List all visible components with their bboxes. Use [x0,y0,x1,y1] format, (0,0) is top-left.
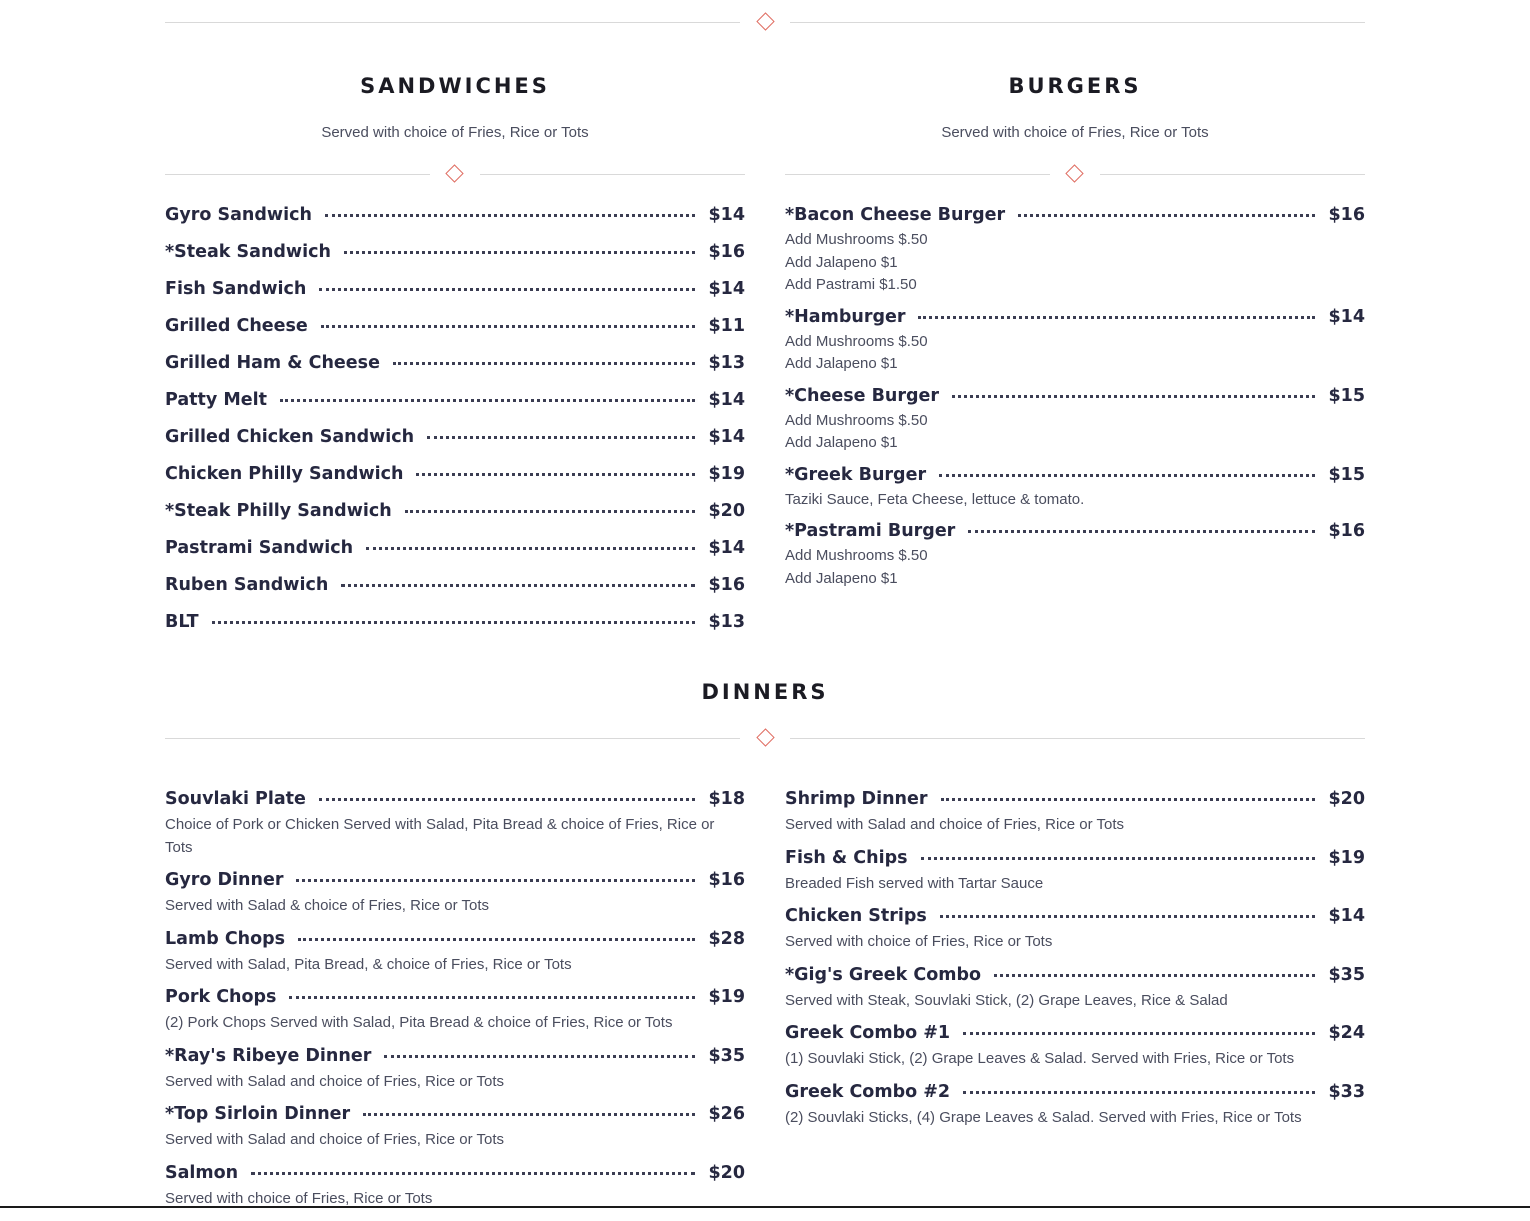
item-desc: Served with choice of Fries, Rice or Tots [165,1189,433,1207]
dot-leader [918,316,1315,319]
item-desc: Breaded Fish served with Tartar Sauce [785,874,1044,892]
dinners-right-list [785,789,1365,1140]
diamond-icon [756,12,774,30]
item-price: $14 [708,390,745,410]
menu-item [785,906,1365,954]
item-price: $26 [708,1104,745,1124]
dot-leader [321,325,696,328]
dot-leader [289,996,695,999]
dot-leader [363,1113,695,1116]
menu-item [165,316,745,340]
item-price: $19 [708,987,745,1007]
menu-item [785,307,1365,376]
item-name: Fish & Chips [785,847,908,868]
item-addon: Add Mushrooms $.50 [785,231,928,248]
item-desc: Served with Steak, Souvlaki Stick, (2) Grape Leaves, Rice & Salad [785,991,1228,1009]
item-name: Chicken Strips [785,906,927,926]
item-desc: Served with Salad and choice of Fries, Rice or Tots [165,1072,505,1090]
item-price: $14 [708,538,745,558]
menu-item [165,205,745,229]
dot-leader [921,857,1316,860]
menu-item [785,1082,1365,1130]
item-price: $16 [708,870,745,890]
dot-leader [1018,214,1315,217]
item-name: Pork Chops [165,987,277,1007]
item-addon: Add Jalapeno $1 [785,569,898,587]
item-price: $35 [708,1045,745,1066]
dot-leader [427,436,695,439]
item-addon: Add Mushrooms $.50 [785,411,928,429]
item-price: $13 [708,612,745,632]
dot-leader [416,473,695,476]
item-desc: Served with Salad and choice of Fries, Rice or Tots [785,816,1125,833]
item-name: Souvlaki Plate [165,789,306,809]
item-name: Greek Combo #2 [785,1081,951,1102]
menu-item [165,242,745,266]
item-name: *Steak Sandwich [165,242,331,262]
dot-leader [963,1032,1315,1035]
menu-item [165,1104,745,1152]
dot-leader [952,395,1315,398]
item-name: *Greek Burger [785,464,927,485]
dot-leader [212,621,696,624]
menu-item [165,789,745,859]
item-name: Fish Sandwich [165,279,307,299]
item-desc: Served with Salad and choice of Fries, Rice or Tots [165,1131,505,1148]
item-name: Chicken Philly Sandwich [165,464,404,484]
menu-item [785,521,1365,590]
menu-item [165,612,745,636]
dinners-divider [165,729,1365,749]
item-price: $33 [1328,1081,1365,1102]
top-divider [165,13,1365,33]
menu-item [165,427,745,451]
dot-leader [341,584,695,587]
dot-leader [344,251,696,254]
item-addon: Add Jalapeno $1 [785,355,898,372]
menu-item [165,390,745,414]
item-price: $20 [708,501,745,521]
diamond-icon [445,164,463,182]
menu-item [165,279,745,303]
item-desc: Choice of Pork or Chicken Served with Salad, Pita Bread & choice of Fries, Rice or Tots [165,816,715,856]
item-desc: Served with Salad & choice of Fries, Rice or Tots [165,897,490,914]
item-price: $24 [1328,1023,1365,1043]
menu-item [785,848,1365,896]
sandwiches-list [165,205,745,649]
item-price: $13 [708,353,745,373]
item-price: $15 [1328,464,1365,485]
menu-item [785,965,1365,1013]
item-price: $14 [1328,306,1365,327]
item-price: $11 [708,316,745,336]
diamond-icon [756,728,774,746]
item-name: Gyro Dinner [165,870,284,890]
item-price: $28 [708,928,745,949]
menu-item [165,987,745,1035]
item-price: $14 [708,205,745,225]
dot-leader [319,288,695,291]
menu-item [165,1046,745,1094]
item-price: $14 [1328,906,1365,926]
item-name: Ruben Sandwich [165,575,329,595]
burgers-subtitle: Served with choice of Fries, Rice or Tots [941,124,1209,141]
item-name: Shrimp Dinner [785,789,928,809]
dot-leader [963,1091,1315,1094]
item-name: Lamb Chops [165,928,286,949]
dot-leader [405,510,696,513]
dot-leader [994,974,1315,977]
item-name: *Gig's Greek Combo [785,964,982,985]
item-name: *Cheese Burger [785,385,940,406]
item-price: $15 [1328,385,1365,406]
menu-item [165,1163,745,1211]
menu-item [165,353,745,377]
item-price: $19 [1328,847,1365,868]
dot-leader [384,1055,695,1058]
item-name: *Ray's Ribeye Dinner [165,1045,372,1066]
diamond-icon [1065,164,1083,182]
menu-item [165,929,745,977]
sandwiches-divider [165,165,745,185]
menu-item [165,501,745,525]
burgers-title: BURGERS [1008,74,1142,98]
dot-leader [366,547,695,550]
item-price: $20 [1328,789,1365,809]
item-desc: Taziki Sauce, Feta Cheese, lettuce & tomato. [785,490,1085,508]
item-desc: Served with choice of Fries, Rice or Tots [785,933,1053,950]
dot-leader [968,530,1315,533]
item-addon: Add Mushrooms $.50 [785,547,928,564]
item-price: $18 [708,789,745,809]
item-price: $14 [708,427,745,447]
menu-item [785,465,1365,512]
burgers-list [785,205,1365,600]
item-price: $16 [708,575,745,595]
item-price: $14 [708,279,745,299]
menu-item [785,205,1365,297]
item-price: $35 [1328,964,1365,985]
menu-item [785,1023,1365,1071]
menu-item [785,386,1365,455]
item-desc: (2) Souvlaki Sticks, (4) Grape Leaves & Salad. Served with Fries, Rice or Tots [785,1108,1302,1126]
dinners-title: DINNERS [701,680,829,704]
item-name: Grilled Cheese [165,316,308,336]
item-desc: Served with Salad, Pita Bread, & choice of Fries, Rice or Tots [165,955,572,973]
item-name: Patty Melt [165,390,268,410]
item-name: *Hamburger [785,306,906,327]
item-name: *Bacon Cheese Burger [785,205,1006,225]
item-name: *Pastrami Burger [785,521,956,541]
item-price: $20 [708,1162,745,1183]
item-price: $16 [1328,205,1365,225]
sandwiches-title: SANDWICHES [360,74,550,98]
item-name: Salmon [165,1162,239,1183]
menu-item [165,575,745,599]
item-name: Gyro Sandwich [165,205,312,225]
item-name: Grilled Ham & Cheese [165,353,380,373]
menu-item [165,870,745,918]
dot-leader [393,362,696,365]
item-desc: (2) Pork Chops Served with Salad, Pita Bread & choice of Fries, Rice or Tots [165,1014,673,1031]
dot-leader [296,879,695,882]
item-addon: Add Pastrami $1.50 [785,276,917,293]
item-name: Pastrami Sandwich [165,538,354,558]
item-name: *Top Sirloin Dinner [165,1104,351,1124]
menu-item [165,464,745,488]
dot-leader [940,915,1316,918]
item-name: BLT [165,612,199,632]
dot-leader [280,399,695,402]
menu-item [165,538,745,562]
dot-leader [251,1172,695,1175]
burgers-divider [785,165,1365,185]
item-name: *Steak Philly Sandwich [165,501,392,521]
item-name: Grilled Chicken Sandwich [165,427,415,447]
menu-item [785,789,1365,837]
sandwiches-subtitle: Served with choice of Fries, Rice or Tots [321,124,589,141]
item-addon: Add Jalapeno $1 [785,434,898,451]
dot-leader [325,214,696,217]
item-name: Greek Combo #1 [785,1023,951,1043]
item-price: $19 [708,464,745,484]
item-desc: (1) Souvlaki Stick, (2) Grape Leaves & Salad. Served with Fries, Rice or Tots [785,1050,1295,1067]
item-price: $16 [708,242,745,262]
item-addon: Add Mushrooms $.50 [785,332,928,350]
dot-leader [298,938,695,941]
dinners-left-list [165,789,745,1221]
dot-leader [319,798,696,801]
item-price: $16 [1328,521,1365,541]
dot-leader [939,474,1315,477]
dot-leader [941,798,1316,801]
item-addon: Add Jalapeno $1 [785,253,898,271]
